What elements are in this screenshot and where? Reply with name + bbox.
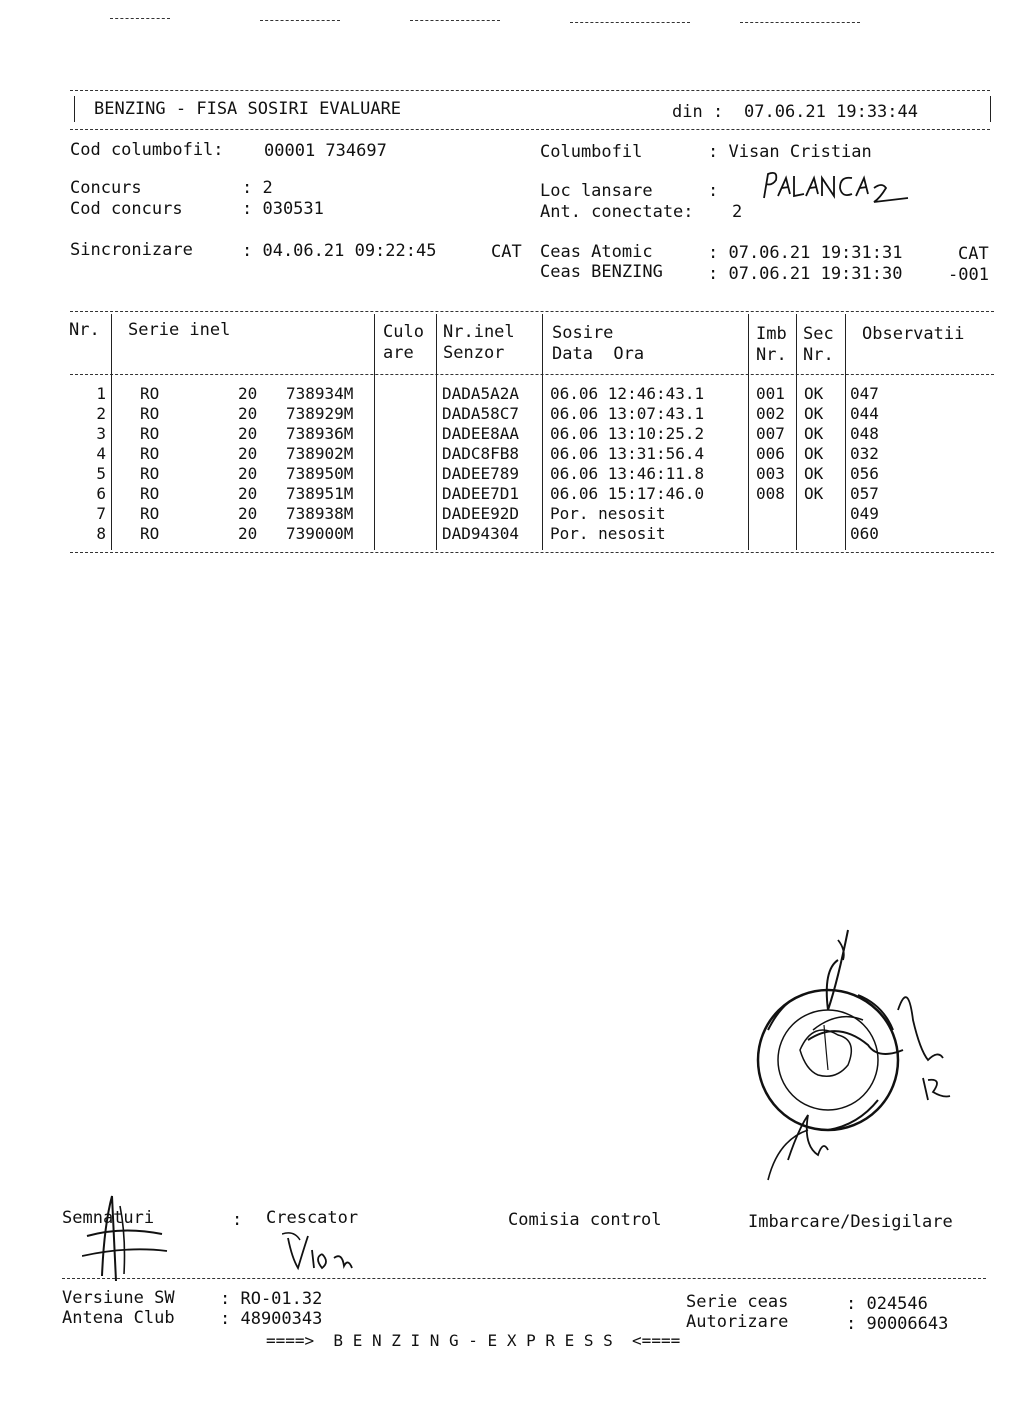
cell-sosire: 06.06 13:10:25.2	[550, 424, 705, 443]
antena-value: : 48900343	[220, 1309, 323, 1329]
cell-nr: 3	[96, 424, 106, 443]
cell-sosire: 06.06 12:46:43.1	[550, 384, 705, 403]
cell-tara: RO	[140, 384, 160, 403]
cell-sec: OK	[804, 484, 824, 503]
cell-senzor: DADEE92D	[442, 504, 520, 523]
table-row	[0, 384, 1024, 404]
col-header-sec-nr: Nr.	[803, 345, 834, 365]
cell-tara: RO	[140, 464, 160, 483]
cell-nr: 5	[96, 464, 106, 483]
cell-an: 20	[238, 504, 258, 523]
concurs-label: Concurs	[70, 178, 142, 198]
cell-imb: 003	[756, 464, 785, 483]
sincronizare-label: Sincronizare	[70, 240, 193, 260]
cell-inel: 739000M	[286, 524, 354, 543]
table-top-border	[70, 311, 994, 312]
cell-senzor: DADC8FB8	[442, 444, 520, 463]
cell-sec: OK	[804, 404, 824, 423]
footer-divider	[62, 1278, 986, 1279]
cell-inel: 738950M	[286, 464, 354, 483]
ceas-benzing-value: : 07.06.21 19:31:30	[708, 264, 903, 284]
col-header-sosire: Sosire	[552, 323, 614, 343]
crescator-signature	[282, 1228, 372, 1276]
cell-sec: OK	[804, 424, 824, 443]
cell-inel: 738938M	[286, 504, 354, 523]
cell-tara: RO	[140, 524, 160, 543]
cell-senzor: DAD94304	[442, 524, 520, 543]
col-header-serie-inel: Serie inel	[128, 320, 231, 340]
cell-imb: 007	[756, 424, 785, 443]
cell-tara: RO	[140, 484, 160, 503]
table-bottom-border	[70, 552, 994, 553]
comisia-label: Comisia control	[508, 1210, 662, 1230]
cell-senzor: DADEE8AA	[442, 424, 520, 443]
cell-nr: 8	[96, 524, 106, 543]
cell-an: 20	[238, 484, 258, 503]
col-header-sec: Sec	[803, 324, 834, 344]
col-header-nr-inel: Nr.inel	[443, 322, 515, 342]
columbofil-label: Columbofil	[540, 142, 643, 162]
antena-label: Antena Club	[62, 1308, 175, 1328]
cell-obs: 047	[850, 384, 879, 403]
cell-imb: 008	[756, 484, 785, 503]
cell-imb: 002	[756, 404, 785, 423]
cell-an: 20	[238, 384, 258, 403]
cell-imb: 006	[756, 444, 785, 463]
cell-an: 20	[238, 424, 258, 443]
col-header-observatii: Observatii	[862, 324, 965, 344]
autorizare-label: Autorizare	[686, 1312, 789, 1332]
col-header-senzor: Senzor	[443, 343, 505, 363]
cod-columbofil-value: 00001 734697	[264, 141, 387, 161]
cell-obs: 048	[850, 424, 879, 443]
cell-nr: 1	[96, 384, 106, 403]
antene-label: Ant. conectate:	[540, 202, 694, 222]
document-title: BENZING - FISA SOSIRI EVALUARE	[94, 99, 402, 119]
col-header-nr: Nr.	[69, 320, 100, 340]
cell-senzor: DADEE789	[442, 464, 520, 483]
cell-inel: 738902M	[286, 444, 354, 463]
date-label: din :	[672, 102, 724, 122]
cell-obs: 057	[850, 484, 879, 503]
scan-mark	[260, 20, 340, 21]
table-row	[0, 404, 1024, 424]
ceas-atomic-label: Ceas Atomic	[540, 242, 653, 262]
cell-an: 20	[238, 464, 258, 483]
semnaturi-label: Semnaturi	[62, 1208, 155, 1228]
cell-an: 20	[238, 524, 258, 543]
cell-sosire: 06.06 13:07:43.1	[550, 404, 705, 423]
table-row	[0, 424, 1024, 444]
stamp-and-signatures	[728, 900, 968, 1200]
loc-lansare-handwritten	[756, 168, 916, 210]
loc-lansare-sep: :	[708, 181, 719, 201]
semnaturi-sep: :	[232, 1210, 243, 1230]
header-right-border	[990, 96, 991, 122]
cell-sec: OK	[804, 384, 824, 403]
scan-mark	[740, 22, 860, 23]
versiune-value: : RO-01.32	[220, 1289, 323, 1309]
scan-mark	[110, 18, 170, 19]
crescator-label: Crescator	[266, 1208, 359, 1228]
cell-an: 20	[238, 444, 258, 463]
cell-obs: 056	[850, 464, 879, 483]
cell-inel: 738951M	[286, 484, 354, 503]
cell-senzor: DADA58C7	[442, 404, 520, 423]
sincronizare-value: : 04.06.21 09:22:45	[242, 241, 437, 261]
scan-mark	[570, 22, 690, 23]
cod-concurs-label: Cod concurs	[70, 199, 183, 219]
cell-obs: 044	[850, 404, 879, 423]
semnaturi-signature	[82, 1186, 172, 1286]
header-bottom-border	[70, 129, 990, 130]
antene-value: 2	[732, 202, 743, 222]
cell-tara: RO	[140, 504, 160, 523]
cell-obs: 049	[850, 504, 879, 523]
cell-inel: 738929M	[286, 404, 354, 423]
cell-nr: 2	[96, 404, 106, 423]
brand-footer: ====> B E N Z I N G - E X P R E S S <====	[266, 1331, 681, 1350]
concurs-value: : 2	[242, 178, 273, 198]
scan-mark	[410, 20, 500, 21]
autorizare-value: : 90006643	[846, 1314, 949, 1334]
imbarcare-label: Imbarcare/Desigilare	[748, 1212, 953, 1232]
cell-senzor: DADA5A2A	[442, 384, 520, 403]
loc-lansare-label: Loc lansare	[540, 181, 653, 201]
cell-sosire: 06.06 13:31:56.4	[550, 444, 705, 463]
cell-inel: 738934M	[286, 384, 354, 403]
cell-obs: 032	[850, 444, 879, 463]
table-row	[0, 504, 1024, 524]
col-header-culoare-1: Culo	[383, 322, 424, 342]
col-header-culoare-2: are	[383, 343, 414, 363]
col-header-imb-nr: Nr.	[756, 345, 787, 365]
ceas-benzing-label: Ceas BENZING	[540, 262, 663, 282]
table-row	[0, 444, 1024, 464]
cell-nr: 6	[96, 484, 106, 503]
cell-imb: 001	[756, 384, 785, 403]
table-row	[0, 484, 1024, 504]
cell-inel: 738936M	[286, 424, 354, 443]
table-header-border	[70, 374, 994, 375]
cell-an: 20	[238, 404, 258, 423]
cell-nr: 4	[96, 444, 106, 463]
cell-sec: OK	[804, 464, 824, 483]
ceas-atomic-tz: CAT	[958, 244, 989, 264]
cell-nr: 7	[96, 504, 106, 523]
cell-sec: OK	[804, 444, 824, 463]
cell-sosire: 06.06 15:17:46.0	[550, 484, 705, 503]
date-value: 07.06.21 19:33:44	[744, 102, 918, 122]
cell-sosire: Por. nesosit	[550, 524, 666, 543]
table-row	[0, 464, 1024, 484]
cell-senzor: DADEE7D1	[442, 484, 520, 503]
versiune-label: Versiune SW	[62, 1288, 175, 1308]
header-top-border	[70, 90, 990, 91]
cell-tara: RO	[140, 404, 160, 423]
ceas-benzing-diff: -001	[948, 265, 989, 285]
cell-obs: 060	[850, 524, 879, 543]
cod-columbofil-label: Cod columbofil:	[70, 140, 224, 160]
header-left-border	[74, 96, 75, 122]
columbofil-value: : Visan Cristian	[708, 142, 872, 162]
cell-tara: RO	[140, 444, 160, 463]
cell-tara: RO	[140, 424, 160, 443]
col-header-imb: Imb	[756, 324, 787, 344]
ceas-atomic-value: : 07.06.21 19:31:31	[708, 243, 903, 263]
table-row	[0, 524, 1024, 544]
cell-sosire: 06.06 13:46:11.8	[550, 464, 705, 483]
serie-ceas-label: Serie ceas	[686, 1292, 789, 1312]
sincronizare-tz: CAT	[491, 242, 522, 262]
serie-ceas-value: : 024546	[846, 1294, 928, 1314]
col-header-data-ora: Data Ora	[552, 344, 645, 364]
cell-sosire: Por. nesosit	[550, 504, 666, 523]
cod-concurs-value: : 030531	[242, 199, 324, 219]
